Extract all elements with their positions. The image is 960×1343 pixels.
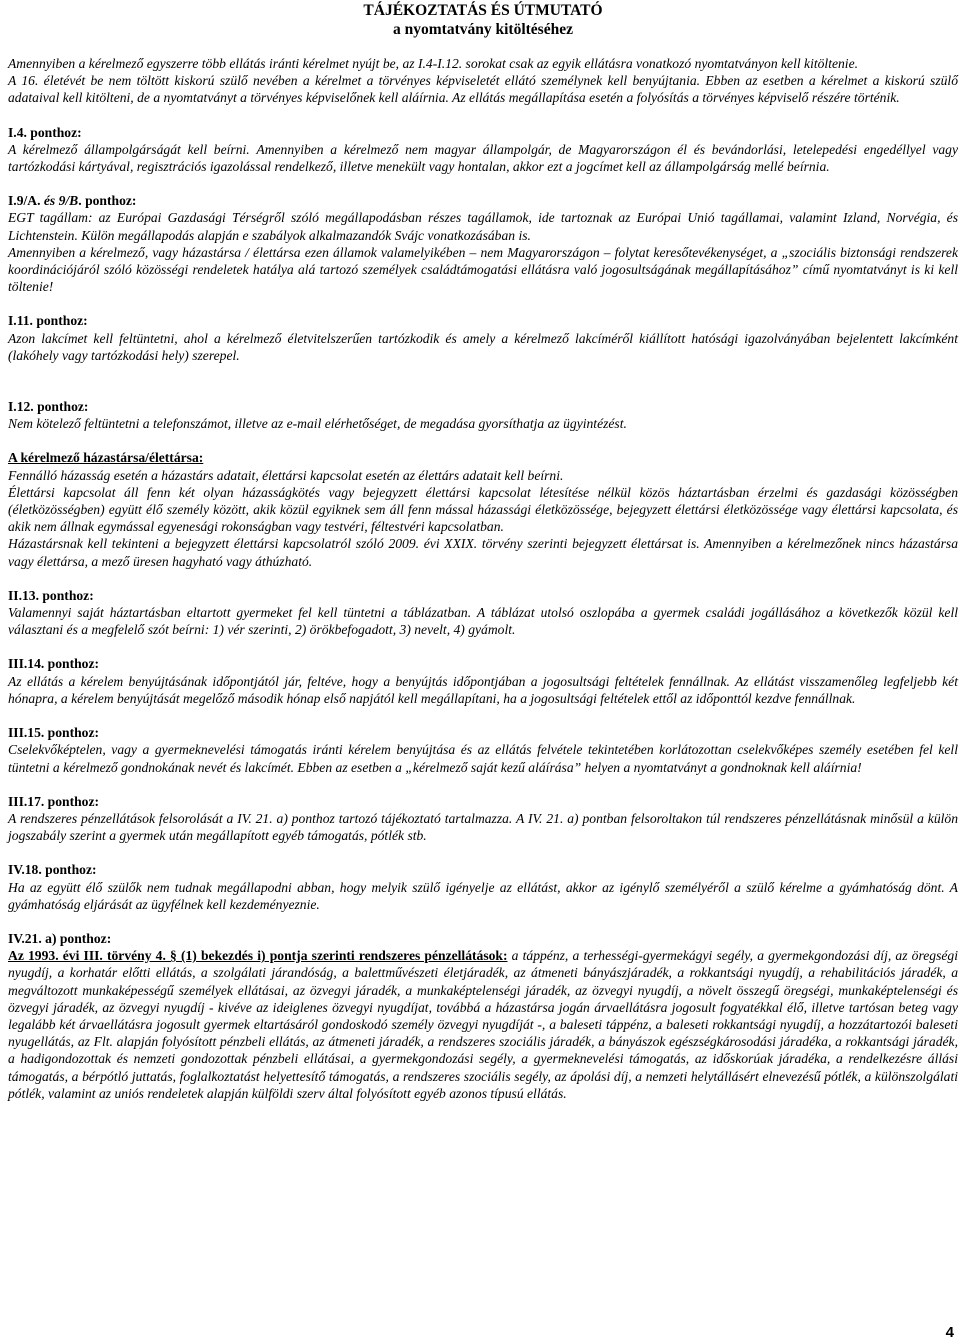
section-text-i9-2: Amennyiben a kérelmező, vagy házastársa / élettársa ezen államok valamelyikében – nem Magyarországon – folytat keresőtevékenységet, a „szociális biztonsági rendszerek koordinációjáról szóló közösségi rendeletek hatálya alá tartozó személyek családtámogatási ellátásra való jogosultságának megállapításához” című nyomtatványt is ki kell töltenie! [8,244,958,295]
section-text-iii14: Az ellátás a kérelem benyújtásának időpontjától jár, feltéve, hogy a benyújtás időpontjában a jogosultsági feltételek fennállnak. Az ellátást visszamenőleg legfeljebb két hónapra, a kérelem benyújtását megelőző második hónap első napjától kell megállapítani, ha a jogosultsági feltételek ettől az időponttól kezdve fennállnak. [8,673,958,706]
i4-text: Amennyiben a kérelmező nem magyar állampolgár, de Magyarországon él és bevándorlási, letelepedési engedéllyel vagy tartózkodási kártyával, regisztrációs igazolással rendelkező, illetve menekült vagy hontalan, akkor ezt a jogcímet kell az állampolgárság mellé beírnia. [8,141,958,175]
section-text-i11: Azon lakcímet kell feltüntetni, ahol a kérelmező életvitelszerűen tartózkodik és amely a kérelmező lakcíméről kiállított hatósági igazolványában bejelentett lakcímként (lakóhely vagy tartózkodási hely) szerepel. [8,330,958,363]
intro-paragraph-2: A 16. életévét be nem töltött kiskorú szülő nevében a kérelmet a törvényes képviseletét ellátó személynek kell benyújtania. Ebben az esetben a kérelmet a kiskorú szülő adataival kell kitölteni, de a nyomtatványt a törvényes képviselőnek kell aláírnia. Az ellátás megállapítása esetén a folyósítás a törvényes képviselő részére történik. [8,73,958,106]
section-text-iv18: Ha az együtt élő szülők nem tudnak megállapodni abban, hogy melyik szülő igényelje az ellátást, akkor az igénylő személyéről a szülő kérelme a gyámhatóság dönt. A gyámhatóság eljárását az ügyfélnek kell kezdeményeznie. [8,879,958,912]
section-text-spouse-2: Élettársi kapcsolat áll fenn két olyan házasságkötés vagy bejegyzett élettársi kapcsolat létesítése nélkül közös háztartásban érzelmi és gazdasági közösségben (életközösségben) együtt élő személy között, akik közül egyiknek sem áll fenn mással házassági életközössége, bejegyzett élettársi életközössége vagy élettársi kapcsolata, és akik nem állnak egymással egyenesági rokonságban vagy testvéri, féltestvéri kapcsolatban. [8,484,958,535]
section-text-i12: Nem kötelező feltüntetni a telefonszámot, illetve az e-mail elérhetőséget, de megadása gyorsíthatja az ügyintézést. [8,416,627,432]
iv21-text: a táppénz, a terhességi-gyermekágyi segély, a gyermekgondozási díj, az öregségi nyugdíj, a korhatár előtti ellátás, a szolgálati járandóság, a balettművészeti életjáradék, az átmeneti bányászjáradék, a rokkantsági nyugdíj, a rehabilitációs járadék, a megváltozott munkaképességű személyek ellátásai, az özvegyi járadék, a munkaképtelenségi járadék, az özvegyi nyugdíj, a növelt összegű öregségi, munkaképtelenségi és özvegyi járadék, az özvegyi nyugdíj - kivéve az ideiglenes özvegyi nyugdíjat, továbbá a házastársa jogán árvaellátásra jogosult fogyatékkal élő, illetve tartósan beteg vagy legalább két árvaellátásra jogosult gyermek eltartásáról gondoskodó személy özvegyi nyugdíját -, a baleseti táppénz, a baleseti rokkantsági nyugdíj, a hozzátartozói baleseti nyugellátás, az Flt. alapján folyósított pénzbeli ellátás, az átmeneti járadék, a rendszeres szociális járadék, a bányászok egészségkárosodási járadéka, a rokkantsági járadék, a hadigondozottak és nemzeti gondozottak pénzbeli ellátásai, a gyermekgondozási segély, a gyermeknevelési támogatás, az időskorúak járadéka, a rendelkezésre állási támogatás, a bérpótló juttatás, foglalkoztatást helyettesítő támogatás, a rendszeres szociális segély, az ápolási díj, a nemzeti helytállásért elnevezésű pótlék, a különszolgálati pótlék, valamint az uniós rendeletek alapján külföldi szerv által folyósított egyéb azonos típusú ellátás. [8,948,958,1101]
section-text-spouse-3: Házastársnak kell tekinteni a bejegyzett élettársi kapcsolatról szóló 2009. évi XXIX. törvény szerinti bejegyzett élettársat is. Amennyiben a kérelmezőnek nincs házastársa vagy élettársa, a mező üresen hagyható vagy áthúzható. [8,536,958,569]
section-heading-iv18: IV.18. ponthoz: [8,862,97,878]
section-heading-i4: I.4. ponthoz: [8,124,82,140]
section-heading-i9 [8,192,958,209]
iv21-lead: Az 1993. évi III. törvény 4. § (1) bekezdés i) pontja szerinti rendszeres pénzellátások: [8,948,508,964]
i9-heading-b: . ponthoz: [78,193,137,209]
page-title: TÁJÉKOZTATÁS ÉS ÚTMUTATÓ [363,2,603,19]
section-text-iii17: A rendszeres pénzellátások felsorolását a IV. 21. a) ponthoz tartozó tájékoztató tartalmazza. A IV. 21. a) pontban felsoroltakon túl rendszeres pénzellátásnak minősül a külön jogszabály szerint a gyermek után megállapított egyéb támogatás, pótlék stb. [8,810,958,844]
section-text-iii15: Cselekvőképtelen, vagy a gyermeknevelési támogatás iránti kérelem benyújtása és az ellátás felvétele tekintetében korlátozottan cselekvőképes személy esetében fel kell tüntetni a kérelmező gondnokának nevét és lakcímét. Ebben az esetben a „kérelmező saját kezű aláírása” helyen a nyomtatványt a gondnoknak kell aláírnia! [8,742,958,775]
section-heading-spouse: A kérelmező házastársa/élettársa: [8,450,204,466]
section-heading-ii13: II.13. ponthoz: [8,587,94,603]
section-text-iv21 [8,947,958,1102]
section-heading-iv21: IV.21. a) ponthoz: [8,930,112,946]
section-heading-iii15: III.15. ponthoz: [8,725,100,741]
section-text-i9-1: EGT tagállam: az Európai Gazdasági Térségről szóló megállapodásban részes tagállamok, ide tartoznak az Európai Unió tagállamai, valamint Izland, Norvégia, és Lichtenstein. Külön megállapodás alapján e szabályok alkalmazandók Svájc vonatkozásában is. [8,210,958,243]
section-heading-i11: I.11. ponthoz: [8,313,88,329]
section-text-spouse-1: Fennálló házasság esetén a házastárs adatait, élettársi kapcsolat esetén az élettárs adatait kell beírni. [8,467,564,483]
i4-italic-text: A kérelmező állampolgárságát kell beírni. [8,141,250,157]
document-body [8,55,958,1102]
page-subtitle: a nyomtatvány kitöltéséhez [393,21,573,38]
i9-heading-a: I.9/A. [8,193,41,209]
section-heading-iii14: III.14. ponthoz: [8,656,100,672]
document-page [8,0,958,1102]
section-text-i4 [8,141,958,175]
section-heading-i12: I.12. ponthoz: [8,399,89,415]
intro-paragraph-1: Amennyiben a kérelmező egyszerre több ellátás iránti kérelmet nyújt be, az I.4-I.12. sorokat csak az egyik ellátásra vonatkozó nyomtatványon kell kitöltenie. [8,56,859,71]
i9-heading-mid: és 9/B [43,193,79,209]
section-heading-iii17: III.17. ponthoz: [8,793,100,809]
section-text-ii13: Valamennyi saját háztartásban eltartott gyermeket fel kell tüntetni a táblázatban. A táblázat utolsó oszlopába a gyermek családi jogállásához a következők közül kell választani és a megfelelő szót beírni: 1) vér szerinti, 2) örökbefogadott, 3) nevelt, 4) gyámolt. [8,605,958,638]
page-number: 4 [945,1324,954,1341]
